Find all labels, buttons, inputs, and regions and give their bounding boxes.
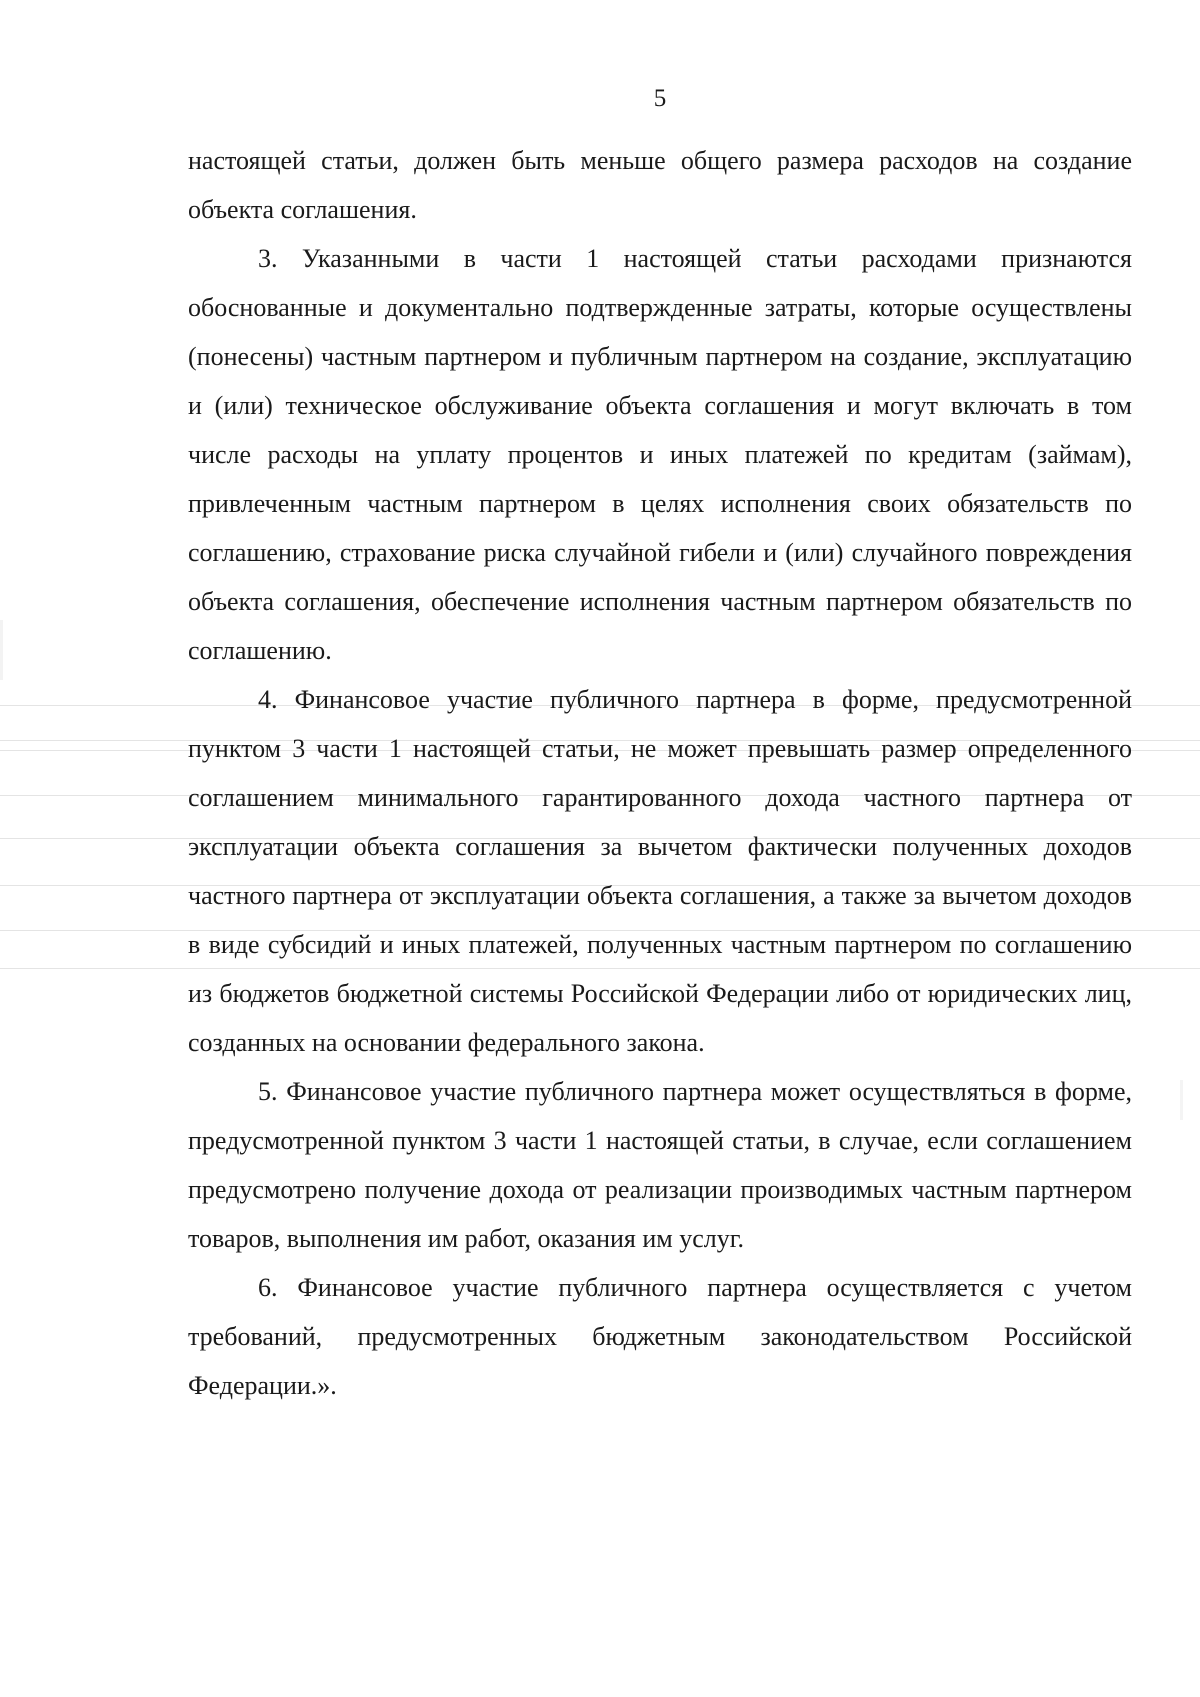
- paragraph-continuation: настоящей статьи, должен быть меньше общего размера расходов на создание объекта соглашения.: [188, 146, 1132, 224]
- scan-artifact-mark: [0, 620, 3, 680]
- scan-artifact-mark: [1180, 1080, 1183, 1120]
- paragraph-item-4: 4. Финансовое участие публичного партнера в форме, предусмотренной пунктом 3 части 1 настоящей статьи, не может превышать размер определенного соглашением минимального гарантированного дохода частного партнера от эксплуатации объекта соглашения за вычетом фактически полученных доходов частного партнера от эксплуатации объекта соглашения, а также за вычетом доходов в виде субсидий и иных платежей, полученных частным партнером по соглашению из бюджетов бюджетной системы Российской Федерации либо от юридических лиц, созданных на основании федерального закона.: [188, 685, 1132, 1057]
- page-number: 5: [653, 85, 667, 112]
- document-body: [188, 136, 1132, 1410]
- paragraph-item-3: 3. Указанными в части 1 настоящей статьи расходами признаются обоснованные и документально подтвержденные затраты, которые осуществлены (понесены) частным партнером и публичным партнером на создание, эксплуатацию и (или) техническое обслуживание объекта соглашения и могут включать в том числе расходы на уплату процентов и иных платежей по кредитам (займам), привлеченным частным партнером в целях исполнения своих обязательств по соглашению, страхование риска случайной гибели и (или) случайного повреждения объекта соглашения, обеспечение исполнения частным партнером обязательств по соглашению.: [188, 244, 1132, 665]
- paragraph-item-5: 5. Финансовое участие публичного партнера может осуществляться в форме, предусмотренной пунктом 3 части 1 настоящей статьи, в случае, если соглашением предусмотрено получение дохода от реализации производимых частным партнером товаров, выполнения им работ, оказания им услуг.: [188, 1077, 1132, 1253]
- paragraph-item-6: 6. Финансовое участие публичного партнера осуществляется с учетом требований, предусмотренных бюджетным законодательством Российской Федерации.».: [188, 1273, 1132, 1400]
